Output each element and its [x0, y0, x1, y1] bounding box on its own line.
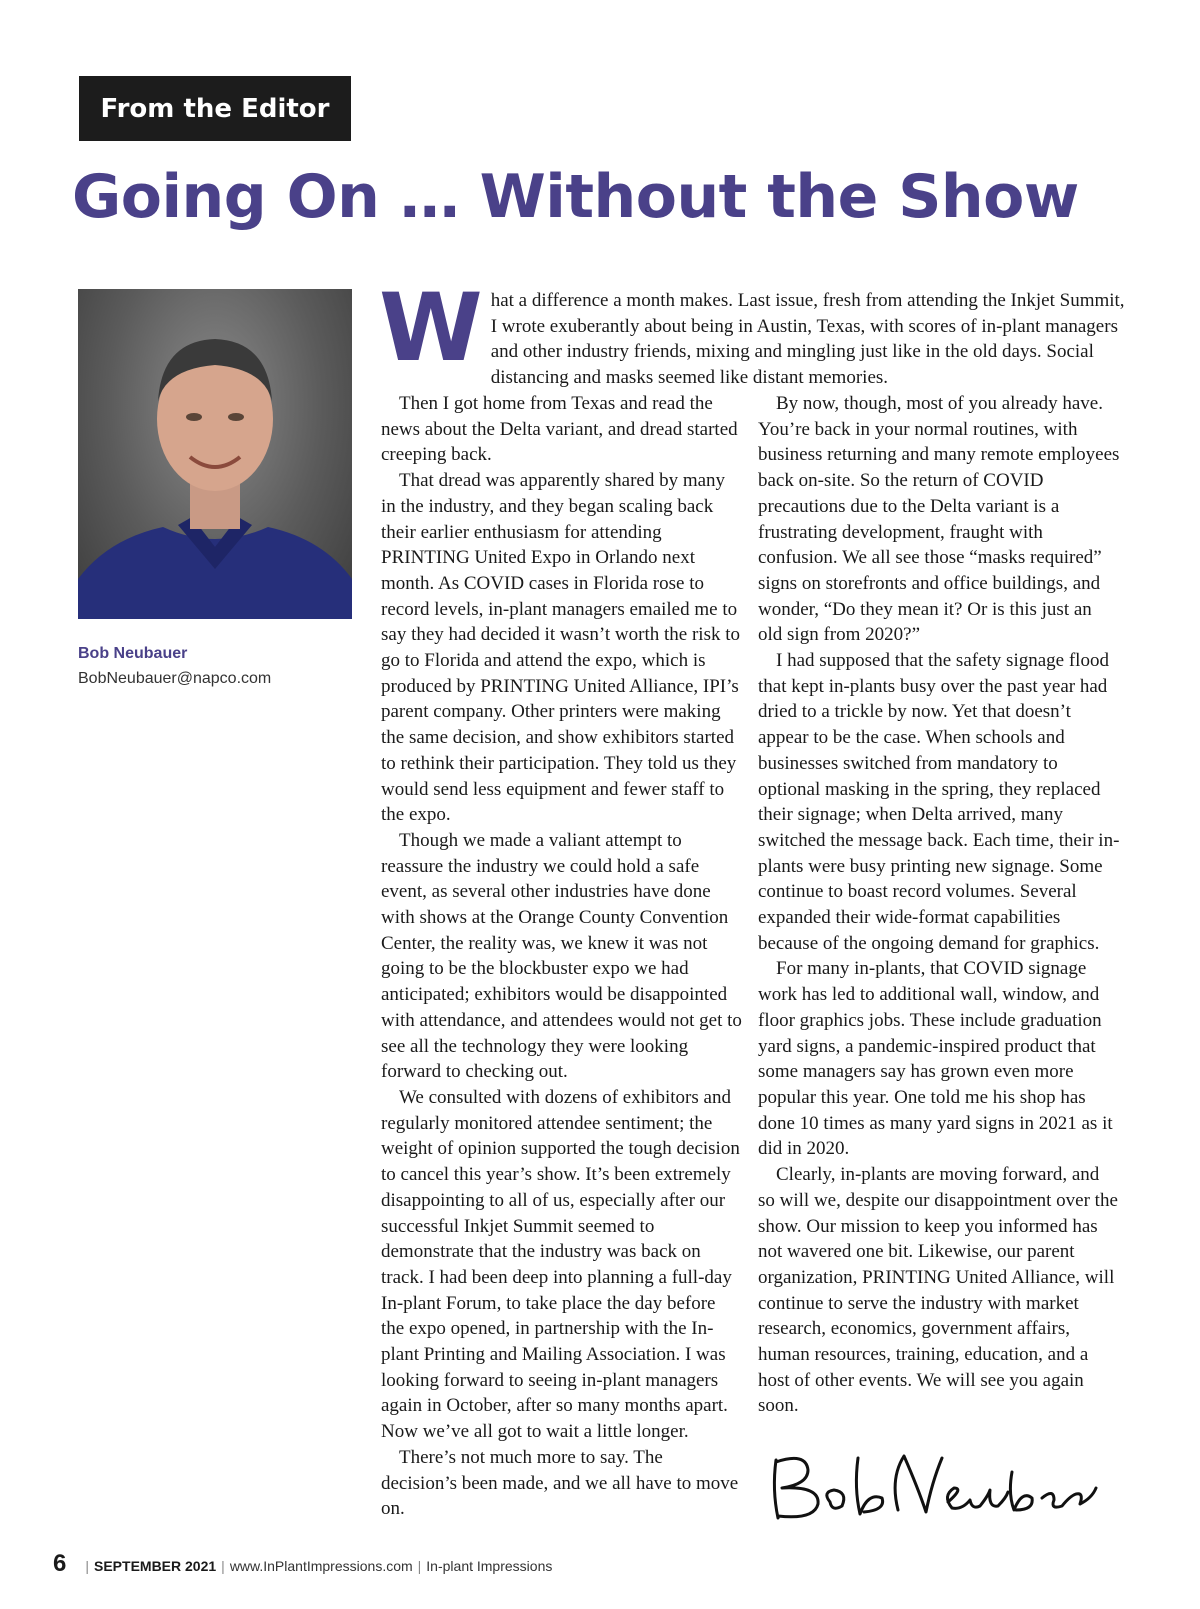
paragraph: Though we made a valiant attempt to reassure the industry we could hold a safe event, as several other industries have done with shows at the Orange County Convention Center, the reality was, we knew it was not going to be the blockbuster expo we had anticipated; exhibitors would be disappointed with attendance, and attendees would not get to see all the technology they were looking forward to checking out. [381, 829, 742, 1083]
signature [758, 1448, 1098, 1528]
paragraph: That dread was apparently shared by many in the industry, and they began scaling back their earlier enthusiasm for attending PRINTING United Expo in Orlando next month. As COVID cases in Florida rose to record levels, in-plant managers emailed me to say they had decided it wasn’t worth the risk to go to Florida and attend the expo, which is produced by PRINTING United Alliance, IPI’s parent company. Other printers were making the same decision, and show exhibitors started to rethink their participation. They told us they would send less equipment and fewer staff to the expo. [381, 470, 740, 826]
intro-text: hat a difference a month makes. Last issue, fresh from attending the Inkjet Summit, I wrote exuberantly about being in Austin, Texas, with scores of in-plant managers and other industry friends, mixing and mingling just like in the old days. Social distancing and masks seemed like distant memories. [490, 290, 1125, 389]
footer-separator: | [221, 1558, 225, 1574]
footer-separator: | [417, 1558, 422, 1574]
article-column-left [381, 391, 743, 1522]
paragraph: There’s not much more to say. The decision’s been made, and we all have to move on. [381, 1446, 739, 1520]
page-title: Going On … Without the Show [72, 162, 1079, 232]
drop-cap: W [379, 274, 483, 383]
article-column-right [758, 391, 1120, 1419]
paragraph: Clearly, in-plants are moving forward, and so will we, despite our disappointment over the show. Our mission to keep you informed has not wavered one bit. Likewise, our parent organization, PRINTING United Alliance, will continue to serve the industry with market research, economics, government affairs, human resources, training, education, and a host of other events. We will see you again soon. [758, 1164, 1118, 1417]
paragraph: Then I got home from Texas and read the news about the Delta variant, and dread started creeping back. [381, 393, 738, 466]
page-number: 6 [53, 1550, 67, 1577]
author-email: BobNeubauer@napco.com [78, 670, 272, 687]
website-link[interactable]: www.InPlantImpressions.com [229, 1558, 413, 1574]
intro-paragraph [379, 274, 1131, 391]
paragraph: I had supposed that the safety signage flood that kept in-plants busy over the past year had dried to a trickle by now. Yet that doesn’t appear to be the case. When schools and businesses switched from mandatory to optional masking in the spring, they replaced their signage; when Delta arrived, many switched the message back. Each time, their in-plants were busy printing new signage. Some continue to boast record volumes. Several expanded their wide-format capabilities because of the ongoing demand for graphics. [758, 650, 1120, 954]
issue-date: SEPTEMBER 2021 [94, 1558, 217, 1574]
paragraph: We consulted with dozens of exhibitors and regularly monitored attendee sentiment; the weight of opinion supported the tough decision to cancel this year’s show. It’s been extremely disappointing to all of us, especially after our successful Inkjet Summit seemed to demonstrate that the industry was back on track. I had been deep into planning a full-day In-plant Forum, to take place the day before the expo opened, in partnership with the In-plant Printing and Mailing Association. I was looking forward to seeing in-plant managers again in October, after so many months apart. Now we’ve all got to wait a little longer. [381, 1086, 740, 1443]
publication-name: In-plant Impressions [426, 1558, 553, 1574]
author-name: Bob Neubauer [78, 645, 188, 662]
author-photo [78, 289, 352, 619]
paragraph: For many in-plants, that COVID signage work has led to additional wall, window, and floor graphics jobs. These include graduation yard signs, a pandemic-inspired product that some managers say has grown even more popular this year. One told me his shop has done 10 times as many yard signs in 2021 as it did in 2020. [758, 958, 1113, 1160]
footer-separator: | [85, 1558, 89, 1574]
paragraph: By now, though, most of you already have. You’re back in your normal routines, with business returning and many remote employees back on-site. So the return of COVID precautions due to the Delta variant is a frustrating development, fraught with confusion. We all see those “masks required” signs on storefronts and office buildings, and wonder, “Do they mean it? Or is this just an old sign from 2020?” [758, 393, 1120, 646]
page-footer [53, 1550, 552, 1578]
section-tag: From the Editor [79, 76, 351, 141]
